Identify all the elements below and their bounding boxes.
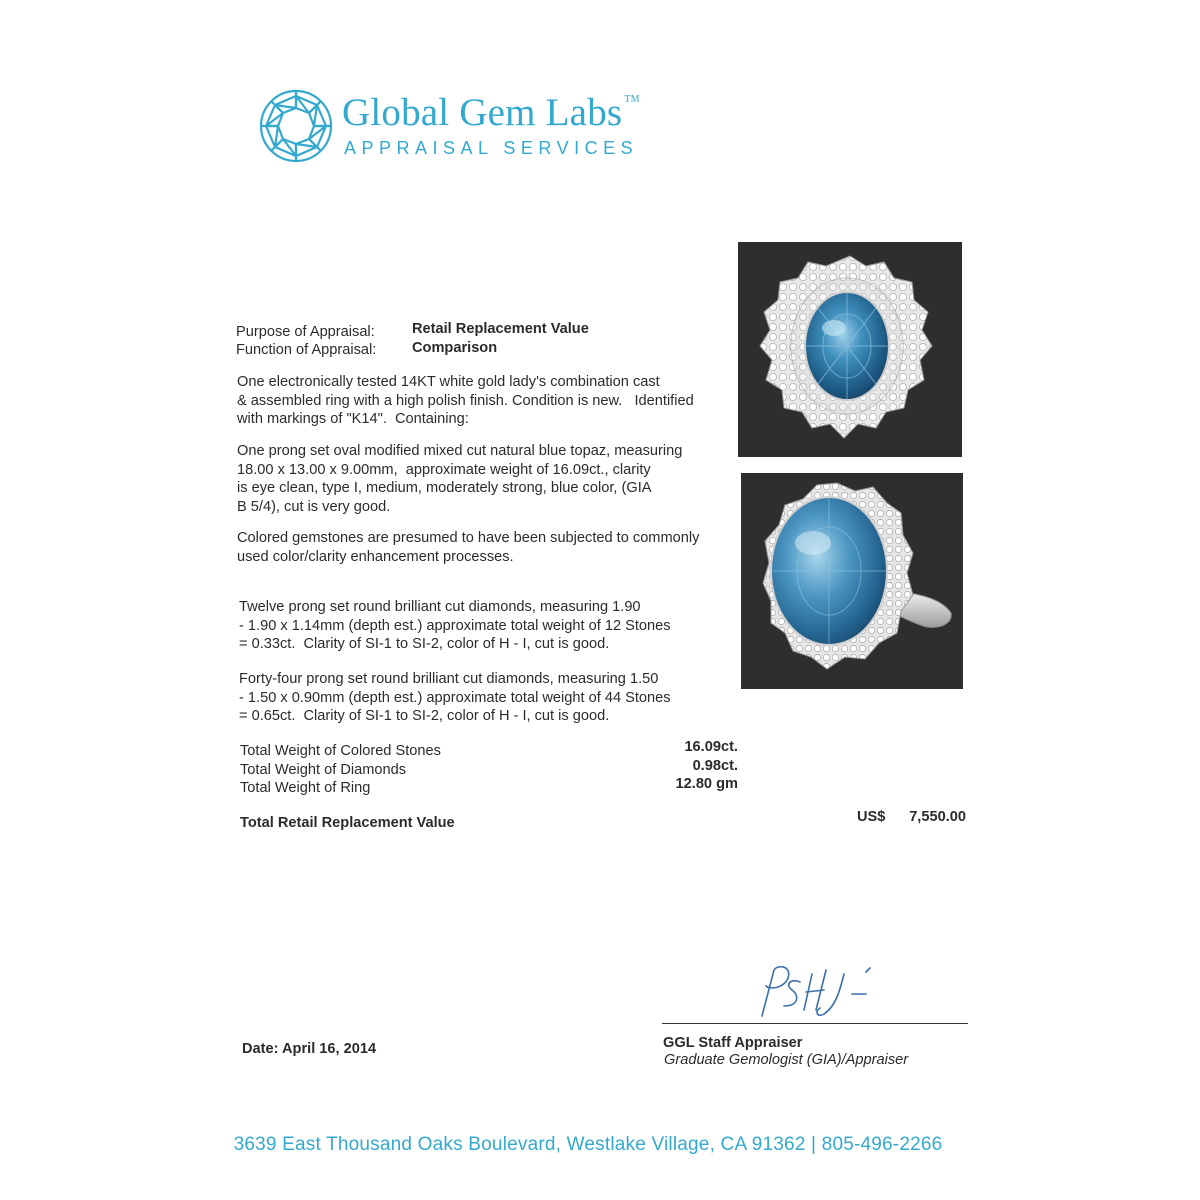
ring-side-image bbox=[741, 473, 963, 689]
function-label: Function of Appraisal: bbox=[236, 342, 377, 358]
function-value: Comparison bbox=[412, 340, 498, 356]
brand-tagline: APPRAISAL SERVICES bbox=[344, 138, 639, 158]
signature-line bbox=[662, 1023, 968, 1024]
topaz-description: One prong set oval modified mixed cut natural blue topaz, measuring 18.00 x 13.00 x 9.00mm, approximate weight of 16.09ct., clarity is eye clean, type I, medium, moderately strong, blue color, (GIA B 5/4), cut is very good. bbox=[237, 443, 683, 515]
diamonds-44-description: Forty-four prong set round brilliant cut diamonds, measuring 1.50 - 1.50 x 0.90mm (depth est.) approximate total weight of 44 Stones = 0.65ct. Clarity of SI-1 to SI-2, color of H - I, cut is good. bbox=[239, 671, 671, 724]
retail-amount: 7,550.00 bbox=[909, 809, 966, 825]
ring-top-image bbox=[738, 242, 962, 457]
footer-address: 3639 East Thousand Oaks Boulevard, Westlake Village, CA 91362 | 805-496-2266 bbox=[233, 1134, 943, 1155]
gem-icon bbox=[258, 88, 334, 164]
retail-value-label: Total Retail Replacement Value bbox=[240, 815, 455, 831]
retail-currency: US$ bbox=[857, 809, 886, 825]
purpose-value: Retail Replacement Value bbox=[412, 321, 589, 337]
total-ring-label: Total Weight of Ring bbox=[240, 780, 371, 796]
enhancement-note: Colored gemstones are presumed to have been subjected to commonly used color/clarity enhancement processes. bbox=[237, 530, 700, 565]
diamonds-12-description: Twelve prong set round brilliant cut diamonds, measuring 1.90 - 1.90 x 1.14mm (depth est.) approximate total weight of 12 Stones = 0.33ct. Clarity of SI-1 to SI-2, color of H - I, cut is good. bbox=[239, 599, 671, 652]
purpose-label: Purpose of Appraisal: bbox=[236, 324, 375, 340]
brand-name: Global Gem Labs ™ bbox=[342, 91, 640, 134]
ring-photo-side bbox=[741, 473, 963, 689]
ring-description: One electronically tested 14KT white gold lady's combination cast & assembled ring with a high polish finish. Condition is new. Identified with markings of "K14". Containing: bbox=[237, 374, 694, 427]
total-diamonds-label: Total Weight of Diamonds bbox=[240, 762, 407, 778]
appraiser-title: Graduate Gemologist (GIA)/Appraiser bbox=[664, 1052, 909, 1068]
appraiser-name: GGL Staff Appraiser bbox=[663, 1035, 803, 1051]
total-diamonds-value: 0.98ct. bbox=[692, 758, 738, 774]
trademark: TM bbox=[624, 94, 640, 105]
total-colored-label: Total Weight of Colored Stones bbox=[240, 743, 441, 759]
ring-photo-top bbox=[738, 242, 962, 457]
total-ring-value: 12.80 gm bbox=[675, 776, 738, 792]
company-logo bbox=[258, 88, 678, 168]
appraiser-signature bbox=[740, 960, 880, 1024]
total-colored-value: 16.09ct. bbox=[684, 739, 738, 755]
appraisal-date: Date: April 16, 2014 bbox=[242, 1041, 377, 1057]
